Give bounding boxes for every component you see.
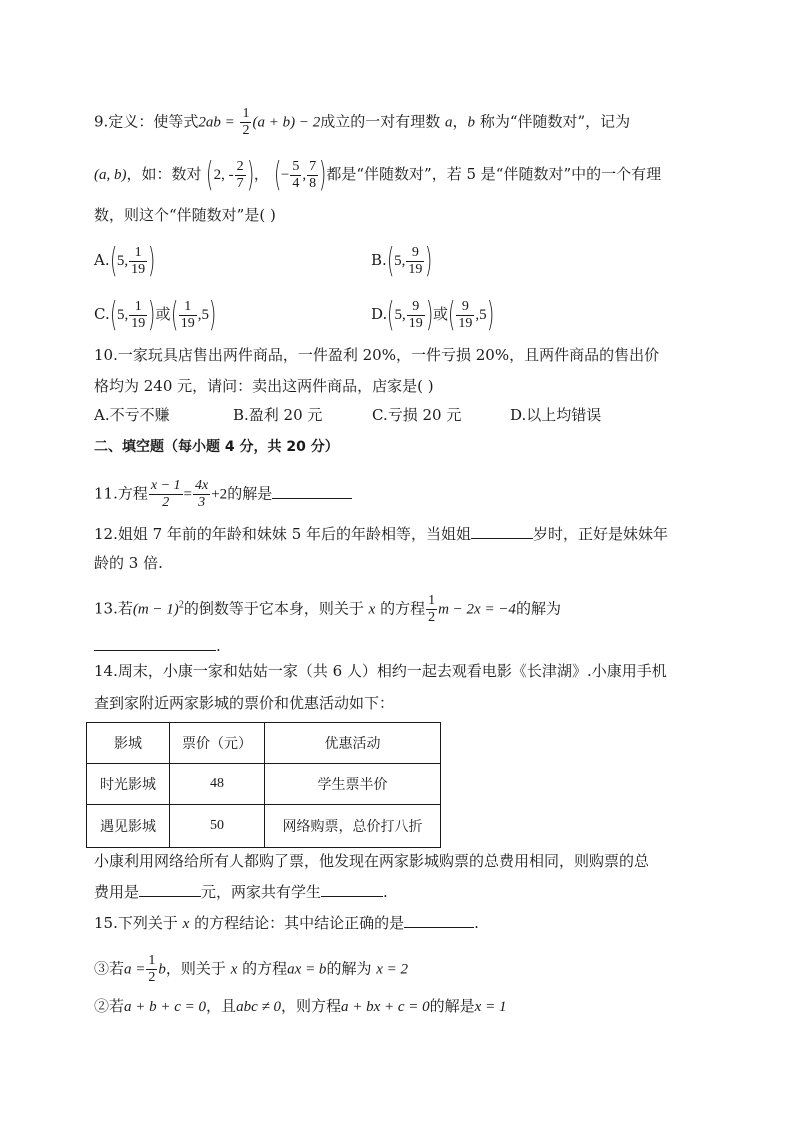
fraction-denominator: 19 <box>408 261 423 277</box>
fraction-numerator: 4x <box>195 478 209 493</box>
q9-line-1 <box>94 106 630 139</box>
right-paren-icon: ) <box>319 155 327 195</box>
pair-first: 5, <box>116 307 129 323</box>
q15-math: x = 2 <box>376 961 409 978</box>
option-label: D. <box>371 305 388 323</box>
left-paren-icon: ( <box>273 155 281 195</box>
q11-text: 的解是 <box>227 484 273 503</box>
table-cell: 48 <box>170 764 265 805</box>
left-paren-icon: ( <box>170 295 178 335</box>
fraction-one-half <box>240 106 251 139</box>
period: . <box>383 883 388 901</box>
table-cell: 网络购票，总价打八折 <box>265 805 441 848</box>
table-header-cell: 优惠活动 <box>265 723 441 764</box>
table-cell: 遇见影城 <box>87 805 170 848</box>
fraction-denominator: 19 <box>458 315 473 331</box>
q15-math: ax = b <box>287 961 327 978</box>
q9-line-2 <box>94 155 662 195</box>
q10-line-1: 10.一家玩具店售出两件商品，一件盈利 20%，一件亏损 20%，且两件商品的售出价 <box>94 346 660 364</box>
fraction-numerator: 1 <box>242 106 250 121</box>
fraction <box>406 245 424 278</box>
fraction <box>407 299 425 332</box>
right-paren-icon: ) <box>148 241 156 281</box>
q13-answer-blank[interactable] <box>94 636 216 651</box>
q12-answer-blank[interactable] <box>471 524 533 539</box>
q15-text: ，且 <box>206 997 237 1015</box>
q9-text: 称为“伴随数对”，记为 <box>479 112 631 131</box>
fraction-denominator: 19 <box>408 315 423 331</box>
q9-option-a[interactable] <box>94 241 156 281</box>
right-paren-icon: ) <box>425 295 434 335</box>
cinema-price-table <box>86 722 441 848</box>
q15-text: ②若 <box>94 997 125 1015</box>
fraction-numerator: 1 <box>428 593 436 608</box>
fraction <box>290 159 301 192</box>
pair-second: ,5 <box>197 307 210 323</box>
var-x: x <box>230 961 238 978</box>
q11-line <box>94 478 352 511</box>
q15-text: 的解为 <box>326 959 372 978</box>
equals: = <box>183 486 192 503</box>
q9-text: 成立的一对有理数 <box>320 112 441 131</box>
q9-number: 9. <box>94 112 109 131</box>
right-paren-icon: ) <box>246 155 254 195</box>
q10-option-d[interactable]: D.以上均错误 <box>510 406 602 424</box>
q14-text: 费用是 <box>94 883 140 901</box>
q15-math: abc ≠ 0 <box>236 999 281 1015</box>
fraction-numerator: 9 <box>406 245 424 262</box>
comma: ， <box>253 165 269 183</box>
pair-second: ,5 <box>475 307 487 323</box>
period: . <box>216 637 221 655</box>
q10-option-a[interactable]: A.不亏不赚 <box>94 406 170 424</box>
table-header-cell: 票价（元） <box>170 723 265 764</box>
period: . <box>474 914 479 932</box>
fraction-numerator: 9 <box>456 299 474 316</box>
q15-math: a = <box>124 961 146 978</box>
q15-math: a + b + c = 0 <box>124 999 207 1015</box>
q12-line-1 <box>94 524 668 544</box>
left-paren-icon: ( <box>448 295 456 335</box>
plus-term: +2 <box>211 486 228 503</box>
q14-text: 元，两家共有学生 <box>201 883 322 901</box>
q15-math: a + bx + c = 0 <box>340 999 430 1015</box>
fraction-numerator: 9 <box>407 299 425 316</box>
fraction-numerator: 1 <box>179 299 197 316</box>
q9-equation-part: 2ab = <box>198 114 235 131</box>
right-paren-icon: ) <box>209 295 217 335</box>
option-label: B. <box>371 251 387 269</box>
q15-text: 的方程结论：其中结论正确的是 <box>194 914 405 932</box>
fraction-numerator: 2 <box>236 158 244 174</box>
fraction <box>235 159 246 192</box>
table-cell: 学生票半价 <box>265 764 441 805</box>
comma: , <box>302 167 307 183</box>
q15-text: ，则方程 <box>280 997 341 1015</box>
q15-math: b <box>158 961 166 978</box>
fraction-denominator: 2 <box>428 610 436 625</box>
q10-option-b[interactable]: B.盈利 20 元 <box>233 406 323 424</box>
q15-text: 的解是 <box>429 997 475 1015</box>
fraction <box>129 245 147 278</box>
right-paren-icon: ) <box>425 241 433 281</box>
q13-text: 的解为 <box>515 599 561 618</box>
fraction <box>179 299 197 332</box>
pair-first: 2, - <box>213 167 234 183</box>
q11-text: 11.方程 <box>94 484 148 503</box>
fraction-denominator: 3 <box>198 495 206 510</box>
fraction <box>129 299 147 332</box>
q12-text: 12.姐姐 7 年前的年龄和妹妹 5 年后的年龄相等，当姐姐 <box>94 525 472 543</box>
option-label: A. <box>94 251 110 269</box>
q13-answer-line <box>94 636 221 656</box>
left-paren-icon: ( <box>386 241 395 281</box>
q15-text: 的方程 <box>242 959 288 978</box>
fraction <box>456 299 474 332</box>
fraction-denominator: 2 <box>242 123 250 138</box>
left-paren-icon: ( <box>206 155 214 195</box>
fraction <box>149 478 183 511</box>
q14-line-4 <box>94 882 388 902</box>
q12-line-2: 龄的 3 倍. <box>94 554 163 572</box>
fraction <box>146 953 157 986</box>
fraction <box>307 159 318 192</box>
q13-line <box>94 593 561 626</box>
q14-total-cost-blank[interactable] <box>139 882 201 897</box>
q15-math: x = 1 <box>474 999 507 1015</box>
q9-text: ，如：数对 <box>126 165 202 183</box>
left-paren-icon: ( <box>109 295 117 335</box>
comma: ， <box>452 112 468 131</box>
or-text: 或 <box>433 305 449 323</box>
fraction-denominator: 19 <box>131 315 146 331</box>
pair-notation: (a, b) <box>94 167 127 183</box>
minus: − <box>280 167 290 183</box>
table-header-row <box>87 723 441 764</box>
option-label: C. <box>94 305 110 323</box>
fraction-denominator: 2 <box>162 495 170 510</box>
fraction-denominator: 19 <box>180 315 195 331</box>
var-x: x <box>182 916 190 932</box>
q15-text: 15.下列关于 <box>94 914 178 932</box>
q14-line-1: 14.周末，小康一家和姑姑一家（共 6 人）相约一起去观看电影《长津湖》.小康用手机 <box>94 662 667 680</box>
right-paren-icon: ) <box>148 295 156 335</box>
q11-answer-blank[interactable] <box>272 484 352 499</box>
q12-text: 岁时，正好是妹妹年 <box>533 525 669 543</box>
q9-option-c[interactable] <box>94 295 217 335</box>
q9-option-b[interactable] <box>371 241 433 281</box>
q15-answer-blank[interactable] <box>404 913 474 928</box>
q13-equation: m − 2x = −4 <box>438 601 516 618</box>
table-row <box>87 764 441 805</box>
table-cell: 时光影城 <box>87 764 170 805</box>
q9-option-d[interactable] <box>371 295 494 335</box>
q15-text: ③若 <box>94 959 125 978</box>
q13-text: 的倒数等于它本身，则关于 <box>183 599 364 618</box>
pair-first: 5, <box>394 307 406 323</box>
pair-first: 5, <box>394 253 406 269</box>
pair-first: 5, <box>116 253 129 269</box>
table-cell: 50 <box>170 805 265 848</box>
table-header-cell: 影城 <box>87 723 170 764</box>
or-text: 或 <box>155 305 171 323</box>
fraction-numerator: 1 <box>129 245 147 262</box>
fraction-numerator: 5 <box>292 158 300 174</box>
fraction-denominator: 19 <box>131 261 146 277</box>
q14-line-3: 小康利用网络给所有人都购了票，他发现在两家影城购票的总费用相同，则购票的总 <box>94 852 650 870</box>
fraction-denominator: 2 <box>148 970 156 985</box>
q14-line-2: 查到家附近两家影城的票价和优惠活动如下： <box>94 694 395 712</box>
q13-text: 13.若 <box>94 599 133 618</box>
q9-equation-part: (a + b) − 2 <box>252 114 321 131</box>
q14-students-blank[interactable] <box>321 882 383 897</box>
exponent: 2 <box>178 599 184 611</box>
fraction <box>426 593 437 626</box>
fraction-denominator: 4 <box>292 175 300 191</box>
q9-line-3: 数，则这个“伴随数对”是( ) <box>94 206 276 224</box>
fraction-denominator: 8 <box>309 175 317 191</box>
q10-option-c[interactable]: C.亏损 20 元 <box>372 406 462 424</box>
q9-text: 都是“伴随数对”，若 5 是“伴随数对”中的一个有理 <box>326 165 662 183</box>
var-a: a <box>445 114 453 131</box>
left-paren-icon: ( <box>387 295 395 335</box>
q9-text: 定义：使等式 <box>108 112 199 131</box>
right-paren-icon: ) <box>486 295 494 335</box>
q13-text: 的方程 <box>380 599 426 618</box>
var-x: x <box>368 601 376 618</box>
q15-statement-3 <box>94 953 408 986</box>
fraction-numerator: 1 <box>129 299 147 316</box>
q15-text: ，则关于 <box>165 959 226 978</box>
fraction <box>193 478 210 511</box>
fraction-numerator: 7 <box>309 158 317 174</box>
left-paren-icon: ( <box>109 241 117 281</box>
q15-line-1 <box>94 913 479 934</box>
q15-statement-2 <box>94 996 506 1017</box>
fraction-numerator: x − 1 <box>150 478 181 493</box>
fraction-denominator: 7 <box>236 175 244 191</box>
fraction-numerator: 1 <box>148 953 156 968</box>
var-b: b <box>467 114 476 131</box>
q10-line-2: 格均为 240 元，请问：卖出这两件商品，店家是( ) <box>94 377 434 395</box>
table-row <box>87 805 441 848</box>
q13-expression: (m − 1) <box>132 601 179 618</box>
section-title: 二、填空题（每小题 4 分，共 20 分） <box>94 439 339 455</box>
